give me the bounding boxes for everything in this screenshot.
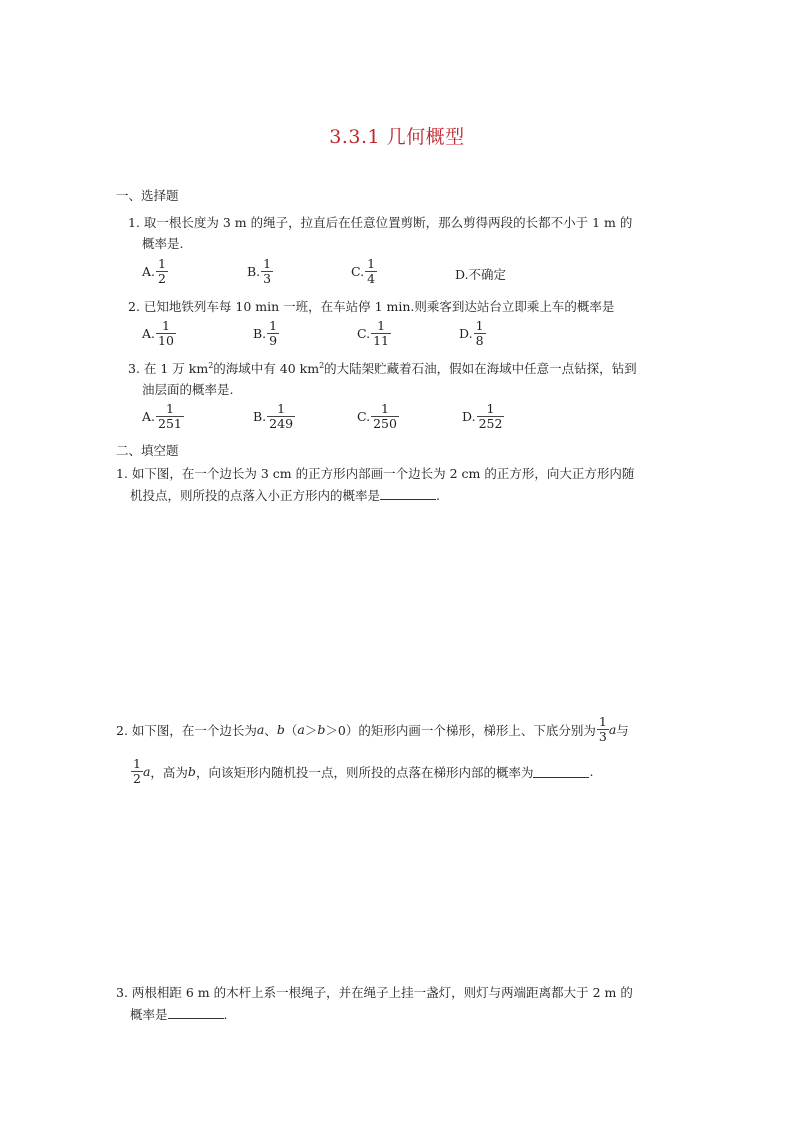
fraction-denominator: 2 [133,771,141,786]
q3-option-d [462,402,504,431]
fraction-numerator: 1 [165,401,174,416]
fill-q2-text-part1: 2. 如下图，在一个边长为 [116,722,257,738]
answer-blank [168,1006,224,1019]
q2-option-a [142,319,176,348]
fraction-denominator: 3 [263,271,272,286]
var-b: b [317,722,326,737]
period: . [436,488,440,503]
fraction-numerator: 1 [486,401,495,416]
q3-option-c [357,402,399,431]
page-title: 3.3.1 几何概型 [329,126,465,148]
fraction [156,319,176,348]
q1-option-a [142,257,168,286]
fraction-denominator: 252 [478,416,503,431]
conjunction: 与 [616,722,629,738]
period: . [223,1007,228,1022]
var-b: b [276,722,285,737]
q3-text-line1 [128,359,637,377]
option-label: B. [247,264,261,279]
answer-blank [533,765,589,778]
fill-q2-text-part3: ，高为 [150,764,188,780]
var-a: a [297,722,305,737]
option-label: A. [142,264,156,279]
fill-q2-text-part2: ＞0）的矩形内画一个梯形，梯形上、下底分别为 [325,722,596,738]
fraction [267,402,295,431]
fraction-numerator: 1 [598,714,607,729]
answer-blank [380,487,436,500]
paren-open: （ [284,722,298,738]
fraction-denominator: 10 [158,333,174,348]
fraction-numerator: 1 [263,256,272,271]
q3-text-part2: 的海域中有 40 km [213,361,320,376]
fraction-denominator: 4 [367,271,376,286]
fraction-numerator: 1 [277,401,286,416]
var-b: b [187,764,196,779]
fraction-numerator: 1 [377,318,386,333]
fill-q2-text-line2 [130,757,593,786]
q3-option-a [142,402,184,431]
greater-than: ＞ [304,722,318,738]
fraction-one-third [597,715,609,744]
fraction [261,257,273,286]
option-label: B. [253,326,267,341]
fill-q3-text: 概率是 [130,1007,168,1022]
q1-text-line2: 概率是. [142,236,184,251]
fraction-denominator: 11 [373,333,389,348]
fraction-denominator: 8 [475,333,484,348]
fraction-denominator: 2 [158,271,166,286]
fraction [156,402,184,431]
fill-q2-text-part4: ，向该矩形内随机投一点，则所投的点落在梯形内部的概率为 [195,764,534,780]
option-label: B. [253,409,267,424]
fraction [477,402,505,431]
fraction-denominator: 9 [269,333,278,348]
fraction-numerator: 1 [475,318,484,333]
superscript-2: 2 [208,360,214,370]
fill-q1-text-line1: 1. 如下图，在一个边长为 3 cm 的正方形内部画一个边长为 2 cm 的正方形，向大正方形内随 [116,466,635,481]
option-label: C. [357,409,371,424]
fraction [371,402,399,431]
q2-option-c [357,319,391,348]
fraction-numerator: 1 [381,401,389,416]
fill-q2-text-line1 [116,715,629,744]
period: . [589,764,594,779]
fraction [365,257,377,286]
fraction [267,319,279,348]
option-label: A. [142,409,156,424]
q3-text-part3: 的大陆架贮藏着石油，假如在海域中任意一点钻探，钻到 [324,361,637,376]
fraction [371,319,391,348]
q3-text-line2: 油层面的概率是. [142,382,234,397]
fraction-numerator: 1 [161,318,170,333]
fraction-denominator: 3 [598,729,607,744]
var-a: a [608,722,617,737]
q2-option-d [459,319,486,348]
fill-q1-text: 机投点，则所投的点落入小正方形内的概率是 [130,488,381,503]
fraction-numerator: 1 [367,256,376,271]
fill-q1-text-line2 [130,486,440,504]
fill-q3-text-line1: 3. 两根相距 6 m 的木杆上系一根绳子，并在绳子上挂一盏灯，则灯与两端距离都大于 2 m 的 [116,985,633,1000]
option-label: C. [357,326,371,341]
q1-option-c [351,257,377,286]
q3-option-b [253,402,295,431]
option-label: C. [351,264,365,279]
option-label: D. [459,326,473,341]
fraction [474,319,486,348]
option-label: A. [142,326,156,341]
fraction-numerator: 1 [269,318,278,333]
fraction-denominator: 249 [269,416,294,431]
fraction-denominator: 251 [158,416,182,431]
var-a: a [142,764,151,779]
separator: 、 [264,722,277,738]
fraction-one-half [131,757,143,786]
section-heading-choice: 一、选择题 [116,188,179,203]
q1-option-b [247,257,273,286]
fraction-numerator: 1 [158,256,166,271]
fill-q3-text-line2 [130,1005,228,1023]
section-heading-fill: 二、填空题 [116,443,179,458]
q1-text-line1: 1. 取一根长度为 3 m 的绳子，拉直后在任意位置剪断，那么剪得两段的长都不小于 1 m 的 [128,215,633,230]
superscript-2: 2 [319,360,325,370]
q1-option-d: D.不确定 [455,267,507,282]
q2-text-line1: 2. 已知地铁列车每 10 min 一班，在车站停 1 min.则乘客到达站台立即乘上车的概率是 [128,299,615,314]
fraction [156,257,168,286]
fraction-numerator: 1 [133,756,141,771]
option-label: D. [462,409,476,424]
q2-option-b [253,319,279,348]
var-a: a [256,722,265,737]
fraction-denominator: 250 [373,416,397,431]
q3-text-part1: 3. 在 1 万 km [128,361,209,376]
